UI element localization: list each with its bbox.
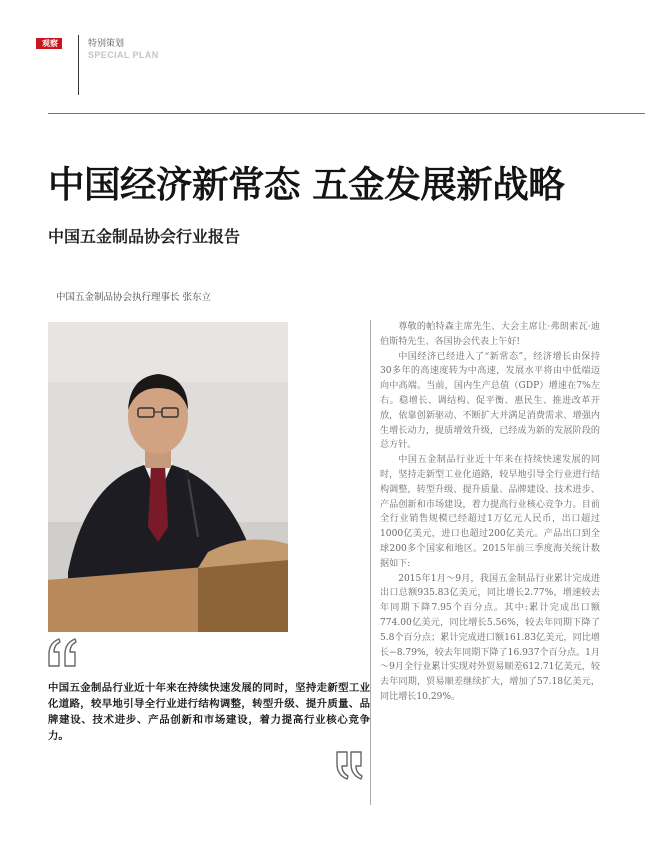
section-tag: 观察 <box>36 38 62 49</box>
article-subtitle: 中国五金制品协会行业报告 <box>48 227 241 246</box>
pull-quote: 中国五金制品行业近十年来在持续快速发展的同时，坚持走新型工业化道路，较早地引导全行业进行结构调整，转型升级、提升质量、品牌建设、技术进步、产品创新和市场建设，着力提高行业核心竞争力。 <box>48 682 370 742</box>
section-label: 特别策划 <box>88 39 125 49</box>
author-byline: 中国五金制品协会执行理事长 张东立 <box>56 292 212 303</box>
header-rule <box>48 113 645 114</box>
article-body <box>380 320 600 705</box>
body-paragraph: 尊敬的帕特森主席先生、大会主席让·弗朗索瓦·迪伯斯特先生、各国协会代表上午好! <box>380 322 600 347</box>
column-divider <box>370 320 371 805</box>
open-quote-icon <box>46 636 80 670</box>
close-quote-icon <box>332 748 366 782</box>
body-paragraph: 2015年1月～9月，我国五金制品行业累计完成进出口总额935.83亿美元，同比增长2.77%，增速较去年同期下降7.95个百分点。其中:累计完成出口额774.00亿美元，同比增长5.56%，较去年同期下降了5.8个百分点；累计完成进口额161.83亿美元，同比增长−8.79%，较去年同期下降了16.937个百分点。1月～9月全行业累计实现对外贸易顺差612.71亿美元，较去年同期，贸易顺差继续扩大，增加了57.18亿美元，同比增长10.29%。 <box>380 573 600 702</box>
body-paragraph: 中国五金制品行业近十年来在持续快速发展的同时，坚持走新型工业化道路，较早地引导全行业进行结构调整，转型升级、提升质量、品牌建设、技术进步、产品创新和市场建设，着力提高行业核心竞争力。目前全行业销售规模已经超过1万亿元人民币，出口超过1000亿美元，进口也超过200亿美元。产品出口到全球200多个国家和地区。2015年前三季度海关统计数据如下: <box>380 455 600 569</box>
article-title: 中国经济新常态 五金发展新战略 <box>48 163 565 206</box>
header-divider <box>78 35 79 95</box>
speaker-photo <box>48 322 288 632</box>
section-label-english: SPECIAL PLAN <box>88 50 159 60</box>
body-paragraph: 中国经济已经进入了“新常态”，经济增长由保持30多年的高速度转为中高速，发展水平将由中低端迈向中高端。当前，国内生产总值（GDP）增速在7%左右。稳增长、调结构、促平衡、惠民生、推进改革开放，依靠创新驱动、不断扩大并满足消费需求、增强内生增长动力，提质增效升级，已经成为新的发展阶段的总方针。 <box>380 351 600 451</box>
